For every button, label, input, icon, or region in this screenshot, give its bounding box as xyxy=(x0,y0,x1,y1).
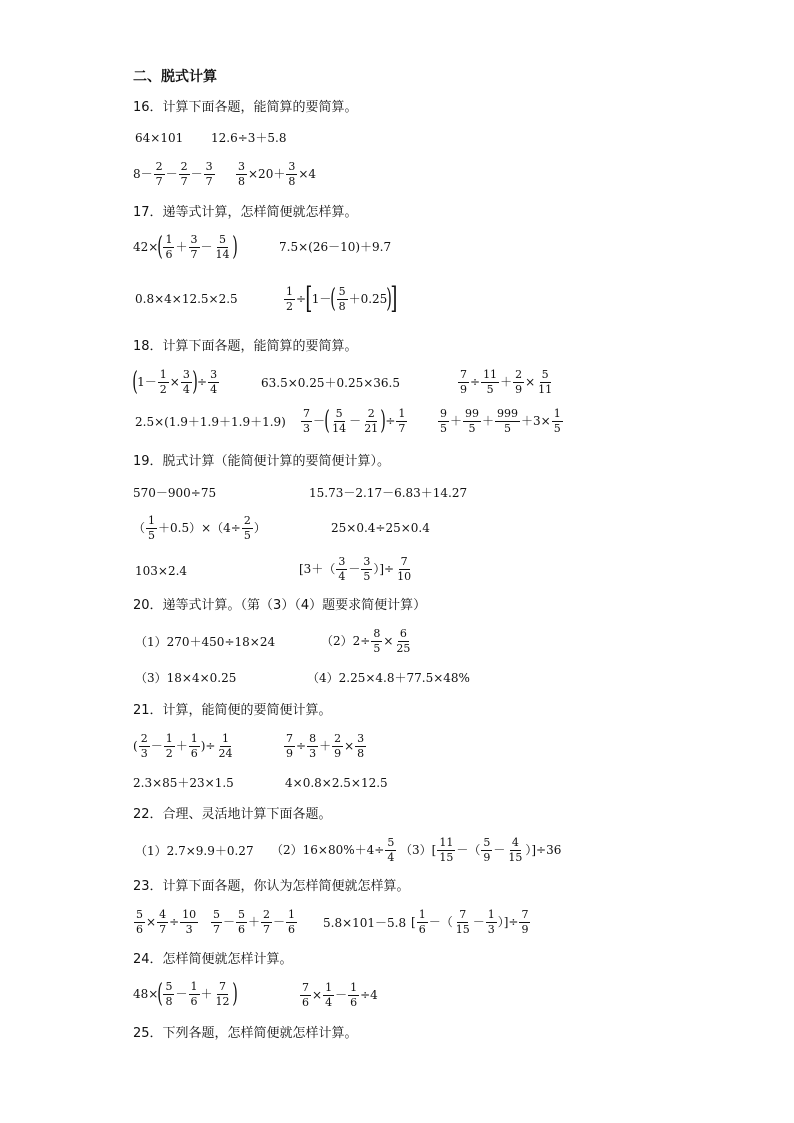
expr-19-c: （ 1 5 ＋0.5）×（4÷ $\frac{2}{5}$ ） xyxy=(133,513,266,542)
expr-17-c: 0.8×4×12.5×2.5 xyxy=(135,292,238,306)
expr-16-a: 64×101 xyxy=(135,131,184,145)
expr-19-f: [3＋（ 3 4 － 3 5 ）]÷ $\frac{7}{10}$ xyxy=(299,554,412,583)
expr-24-b: $\frac{7}{6}$ × $\frac{1}{4}$ － $\frac{1}{6}$ ÷4 xyxy=(302,980,378,1009)
expr-21-d: 4×0.8×2.5×12.5 xyxy=(285,776,388,790)
expr-19-e: 103×2.4 xyxy=(135,564,188,578)
expr-20-c: （3）18×4×0.25 xyxy=(135,671,237,685)
question-18: 18．计算下面各题，能简算的要简算。 xyxy=(133,339,358,354)
question-21: 21．计算，能简便的要简便计算。 xyxy=(133,703,332,718)
expr-18-e: 7 3 － ( 5 14 － 2 21 ) ÷ $\frac{1}{7}$ xyxy=(303,406,406,436)
expr-24-a: 48× ( 5 8 － 1 6 ＋ 7 12 ) xyxy=(133,979,238,1009)
question-19: 19．脱式计算（能简便计算的要简便计算）。 xyxy=(133,454,391,469)
expr-21-c: 2.3×85＋23×1.5 xyxy=(133,776,234,790)
expr-17-b: 7.5×(26－10)＋9.7 xyxy=(279,240,392,254)
expr-22-b: （2）16×80%＋4÷ $\frac{5}{4}$ xyxy=(271,835,395,864)
expr-16-d: $\frac{3}{8}$ ×20＋ $\frac{3}{8}$ ×4 xyxy=(238,159,317,188)
expr-23-b: 5 7 － 5 6 ＋ 2 7 － 1 6 xyxy=(213,907,296,936)
expr-22-c: （3）[ 11 15 －（ 5 9 － 4 15 ）]÷36 xyxy=(400,835,562,864)
expr-18-c: $\frac{7}{9}$ ÷ $\frac{11}{5}$ ＋ $\frac{2}{9}$ × $\frac{5}{11}$ xyxy=(460,367,553,396)
expr-20-a: （1）270＋450÷18×24 xyxy=(135,635,276,649)
expr-23-d: [ 1 6 －（ 7 15 － 1 3 ）]÷ $\frac{7}{9}$ xyxy=(411,907,529,936)
expr-22-a: （1）2.7×9.9＋0.27 xyxy=(135,844,254,858)
expr-19-a: 570－900÷75 xyxy=(133,486,217,500)
question-20: 20．递等式计算。（第（3）（4）题要求简便计算） xyxy=(133,598,427,613)
question-16: 16．计算下面各题，能简算的要简算。 xyxy=(133,100,358,115)
expr-18-d: 2.5×(1.9＋1.9＋1.9＋1.9) xyxy=(135,415,286,429)
question-17: 17．递等式计算，怎样简便就怎样算。 xyxy=(133,205,358,220)
expr-19-b: 15.73－2.17－6.83＋14.27 xyxy=(309,486,468,500)
expr-19-d: 25×0.4÷25×0.4 xyxy=(331,521,430,535)
section-title: 二、脱式计算 xyxy=(133,69,217,85)
expr-18-f: 9 5 ＋ 99 5 ＋ 999 5 ＋3× $\frac{1}{5}$ xyxy=(440,406,561,435)
expr-20-b: （2）2÷ $\frac{8}{5}$ × $\frac{6}{25}$ xyxy=(321,626,411,655)
expr-16-b: 12.6÷3＋5.8 xyxy=(211,131,287,145)
expr-16-c: 8－ 2 7 － 2 7 － 3 7 xyxy=(133,159,213,188)
expr-18-b: 63.5×0.25＋0.25×36.5 xyxy=(261,376,400,390)
expr-21-a: ( 2 3 － 1 2 ＋ 1 6 )÷ $\frac{1}{24}$ xyxy=(133,731,233,760)
question-24: 24．怎样简便就怎样计算。 xyxy=(133,952,293,967)
expr-17-a: 42× ( 1 6 ＋ 3 7 － 5 14 ) xyxy=(133,232,238,262)
expr-17-d: $\frac{1}{2}$ ÷ [ 1－ ( 5 8 ＋0.25 ) ] xyxy=(286,281,398,316)
expr-23-c: 5.8×101－5.8 xyxy=(323,916,407,930)
expr-18-a: ( 1－ $\frac{1}{2}$ × $\frac{3}{4}$ ) ÷ $\frac{3}{4}$ xyxy=(132,367,218,397)
question-25: 25．下列各题，怎样简便就怎样计算。 xyxy=(133,1026,358,1041)
expr-23-a: $\frac{5}{6}$ × $\frac{4}{7}$ ÷ $\frac{10}{3}$ xyxy=(136,907,197,936)
expr-20-d: （4）2.25×4.8＋77.5×48% xyxy=(307,671,470,685)
question-22: 22．合理、灵活地计算下面各题。 xyxy=(133,807,332,822)
expr-21-b: $\frac{7}{9}$ ÷ $\frac{8}{3}$ ＋ $\frac{2}{9}$ × $\frac{3}{8}$ xyxy=(286,731,365,760)
question-23: 23．计算下面各题，你认为怎样简便就怎样算。 xyxy=(133,879,410,894)
